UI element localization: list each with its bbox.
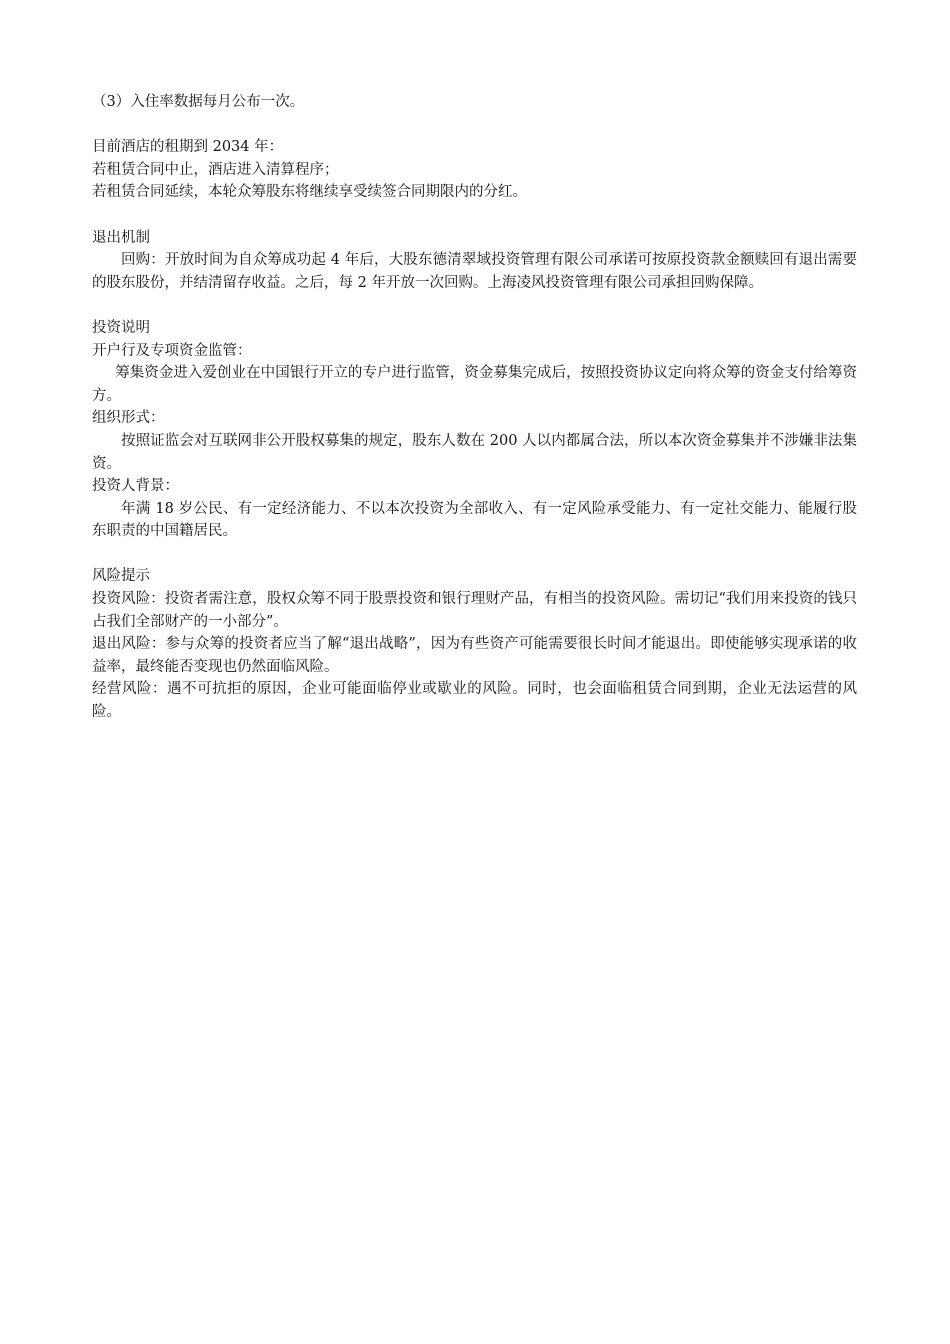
investor-background-body: 年满 18 岁公民、有一定经济能力、不以本次投资为全部收入、有一定风险承受能力、有一定社交能力、能履行股东职责的中国籍居民。	[92, 500, 857, 540]
lease-term: 目前酒店的租期到 2034 年：	[92, 139, 284, 156]
exit-mechanism-heading: 退出机制	[92, 229, 150, 246]
exit-risk: 退出风险：参与众筹的投资者应当了解“退出战略”，因为有些资产可能需要很长时间才能退出。即使能够实现承诺的收益率，最终能否变现也仍然面临风险。	[92, 636, 857, 675]
spacer	[92, 543, 857, 566]
investment-risk: 投资风险：投资者需注意，股权众筹不同于股票投资和银行理财产品，有相当的投资风险。需切记“我们用来投资的钱只占我们全部财产的一小部分”。	[92, 591, 857, 630]
exit-mechanism-body: 回购：开放时间为自众筹成功起 4 年后，大股东德清翠域投资管理有限公司承诺可按原投资款金额赎回有退出需要的股东股份，并结清留存收益。之后，每 2 年开放一次回购。上海凌风投资管理有限公司承担回购保障。	[92, 252, 857, 291]
occupancy-note: （3）入住率数据每月公布一次。	[92, 94, 305, 110]
organization-body: 按照证监会对互联网非公开股权募集的规定，股东人数在 200 人以内都属合法，所以本次资金募集并不涉嫌非法集资。	[92, 432, 857, 472]
lease-renewal: 若租赁合同延续，本轮众筹股东将继续享受续签合同期限内的分红。	[92, 184, 527, 201]
investor-background-label: 投资人背景：	[92, 478, 179, 495]
spacer	[92, 294, 857, 317]
document-body	[92, 91, 857, 724]
supervision-body: 筹集资金进入爱创业在中国银行开立的专户进行监管，资金募集完成后，按照投资协议定向将众筹的资金支付给筹资方。	[92, 365, 857, 404]
spacer	[92, 204, 857, 227]
operation-risk: 经营风险：遇不可抗拒的原因，企业可能面临停业或歇业的风险。同时，也会面临租赁合同到期，企业无法运营的风险。	[92, 681, 857, 721]
organization-label: 组织形式：	[92, 410, 165, 427]
risk-heading: 风险提示	[92, 568, 150, 585]
supervision-label: 开户行及专项资金监管：	[92, 342, 252, 359]
investment-heading: 投资说明	[92, 319, 150, 336]
spacer	[92, 114, 857, 137]
lease-termination: 若租赁合同中止，酒店进入清算程序；	[92, 161, 339, 178]
